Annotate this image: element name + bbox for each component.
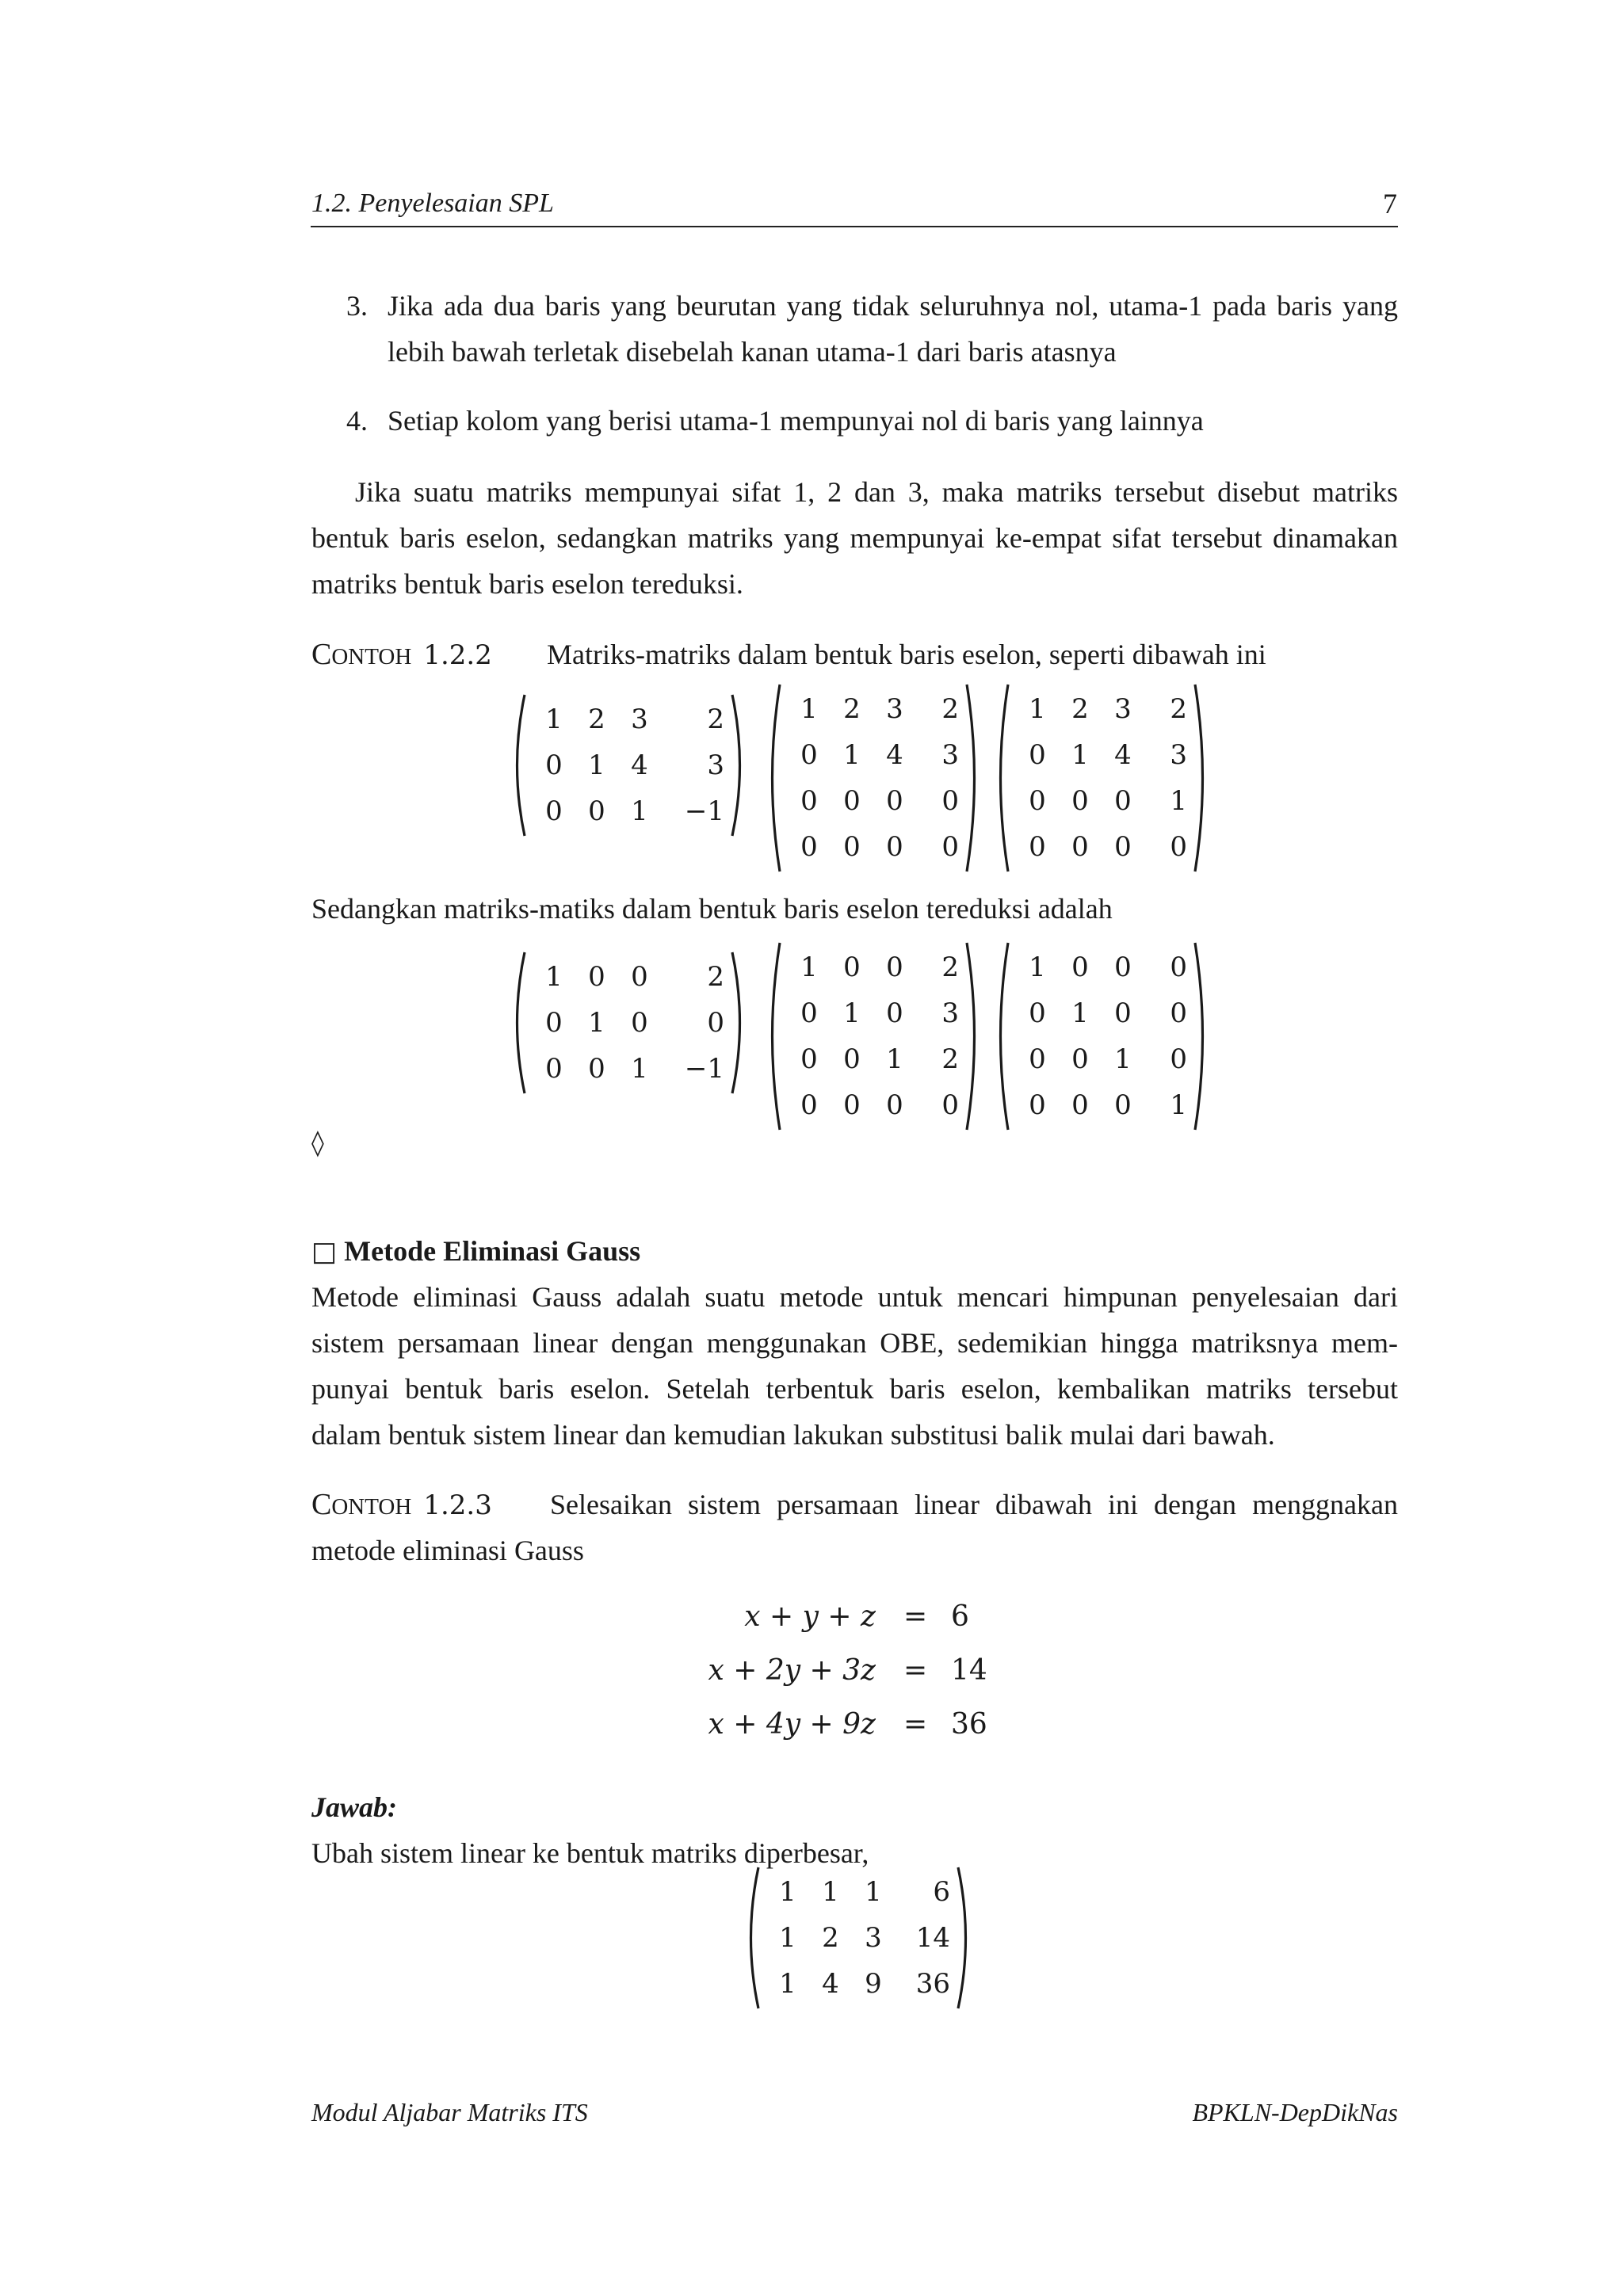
equation-lhs: x + 2y + 3z [708,1654,876,1687]
left-paren [991,941,1011,1131]
list-item-3-line2: lebih bawah terletak disebelah kanan utama-1 dari baris atasnya [388,336,1117,368]
matrix-cell: 4 [822,1968,839,2000]
matrix-cell: 0 [941,785,959,817]
matrix-grid [762,1866,955,2010]
matrix-cell: 36 [915,1968,950,2000]
left-paren [507,693,528,837]
matrix-cell: 0 [588,1053,605,1085]
matrix-cell: 1 [1029,952,1046,983]
matrix-cell: 0 [1114,997,1132,1029]
example-label: CONTOH 1.2.3 [311,1488,492,1521]
example-text: Selesaikan sistem persamaan linear dibawah ini dengan menggnakan [550,1489,1398,1520]
answer-text: Ubah sistem linear ke bentuk matriks diperbesar, [311,1837,869,1869]
matrix-cell: 14 [915,1922,950,1954]
matrix-cell: 0 [941,1089,959,1121]
matrix-cell: 0 [588,961,605,993]
equation-rel: = [903,1654,928,1687]
matrix-cell: 0 [886,785,903,817]
matrix-row-echelon-2 [762,683,984,873]
matrix-cell: 0 [886,831,903,863]
equation-rel: = [903,1708,928,1741]
matrix-row-echelon-1 [507,693,750,837]
matrix-cell: 2 [941,1043,959,1075]
matrix-cell: 0 [886,997,903,1029]
matrix-cell: 3 [941,739,959,771]
matrix-cell: 0 [1029,739,1046,771]
example-text: Matriks-matriks dalam bentuk baris eselon, seperti dibawah ini [547,639,1266,670]
matrix-grid [528,693,729,837]
matrix-cell: 2 [843,693,861,725]
matrix-cell: 1 [545,704,563,735]
matrix-cell: 0 [800,997,818,1029]
left-paren [762,941,783,1131]
matrix-cell: 0 [1071,1043,1089,1075]
matrix-cell: 0 [941,831,959,863]
equation-lhs: x + y + z [744,1600,876,1633]
matrix-cell: 1 [588,1007,605,1039]
running-header-section: 1.2. Penyelesaian SPL [311,189,554,218]
matrix-cell: 0 [1071,952,1089,983]
matrix-cell: 0 [1114,952,1132,983]
matrix-cell: 1 [1170,1089,1187,1121]
matrix-cell: 0 [1170,997,1187,1029]
matrix-cell: 3 [865,1922,882,1954]
matrix-grid [1011,683,1192,873]
left-paren [741,1866,762,2010]
list-item-3-line1: Jika ada dua baris yang beurutan yang tidak seluruhnya nol, utama-1 pada baris yang [388,290,1398,322]
matrix-cell: 1 [779,1922,796,1954]
paragraph-line: dalam bentuk sistem linear dan kemudian lakukan substitusi balik mulai dari bawah. [311,1419,1275,1451]
matrix-cell: 1 [886,1043,903,1075]
header-rule [311,226,1398,227]
matrix-cell: 1 [779,1968,796,2000]
matrix-cell: 0 [1071,831,1089,863]
matrix-cell: 0 [1071,785,1089,817]
list-item-number: 4. [346,405,368,437]
matrix-cell: 0 [1114,785,1132,817]
matrix-cell: 9 [865,1968,882,2000]
matrix-cell: 6 [933,1876,950,1908]
equation-rhs: 14 [951,1654,987,1687]
right-paren [1192,941,1212,1131]
matrix-cell: 0 [545,1053,563,1085]
matrix-grid [528,951,729,1095]
matrix-cell: 0 [800,1089,818,1121]
example-label: CONTOH 1.2.2 [311,638,492,671]
right-paren [1192,683,1212,873]
equation-rel: = [903,1600,928,1633]
matrix-cell: 0 [631,961,648,993]
matrix-cell: 0 [1114,831,1132,863]
list-item-4-line1: Setiap kolom yang berisi utama-1 mempunyai nol di baris yang lainnya [388,405,1204,437]
left-paren [507,951,528,1095]
augmented-matrix [741,1866,976,2010]
matrix-cell: 0 [886,1089,903,1121]
matrix-cell: 0 [800,1043,818,1075]
matrix-cell: 0 [843,785,861,817]
matrix-cell: 2 [1170,693,1187,725]
matrix-cell: 1 [588,749,605,781]
matrix-cell: 0 [1029,1089,1046,1121]
matrix-cell: 0 [545,1007,563,1039]
answer-label: Jawab: [311,1791,397,1823]
matrix-cell: 1 [1114,1043,1132,1075]
matrix-reduced-3 [991,941,1212,1131]
matrix-grid [783,683,964,873]
matrix-cell: 0 [545,795,563,827]
matrix-cell: 0 [843,1043,861,1075]
footer-right: BPKLN-DepDikNas [1192,2098,1398,2126]
matrix-cell: 0 [1029,997,1046,1029]
matrix-cell: 0 [800,739,818,771]
right-paren [964,683,984,873]
matrix-cell: 0 [1029,831,1046,863]
matrix-cell: 0 [1170,831,1187,863]
section-title: Metode Eliminasi Gauss [344,1235,641,1267]
paragraph-line: Metode eliminasi Gauss adalah suatu metode untuk mencari himpunan penyelesaian dari [311,1281,1398,1313]
right-paren [964,941,984,1131]
matrix-cell: 1 [545,961,563,993]
right-paren [955,1866,976,2010]
matrix-cell: 1 [800,952,818,983]
matrix-cell: 1 [631,795,648,827]
matrix-cell: 1 [1071,997,1089,1029]
matrix-cell: 0 [843,952,861,983]
equation-rhs: 6 [951,1600,969,1633]
matrix-cell: 1 [865,1876,882,1908]
matrix-cell: 3 [631,704,648,735]
matrix-cell: 1 [631,1053,648,1085]
matrix-cell: 0 [886,952,903,983]
matrix-cell: 0 [1170,952,1187,983]
paragraph-line: matriks bentuk baris eselon tereduksi. [311,568,743,600]
matrix-cell: 3 [707,749,724,781]
paragraph-line: punyai bentuk baris eselon. Setelah terbentuk baris eselon, kembalikan matriks tersebut [311,1373,1398,1405]
example-end-symbol: ◊ [311,1127,324,1158]
matrix-cell: 0 [707,1007,724,1039]
matrix-cell: 0 [843,1089,861,1121]
matrix-cell: 3 [886,693,903,725]
left-paren [991,683,1011,873]
matrix-cell: 2 [941,952,959,983]
matrix-cell: 0 [1170,1043,1187,1075]
left-paren [762,683,783,873]
matrix-cell: 0 [1029,785,1046,817]
matrix-cell: 4 [886,739,903,771]
matrix-cell: −1 [684,1053,724,1085]
list-item-number: 3. [346,290,368,322]
matrix-cell: 0 [588,795,605,827]
matrix-cell: 1 [779,1876,796,1908]
matrix-cell: 1 [1071,739,1089,771]
checkbox-icon: □ [311,1236,338,1268]
paragraph-line: Jika suatu matriks mempunyai sifat 1, 2 dan 3, maka matriks tersebut disebut matriks [355,476,1398,508]
matrix-cell: 2 [1071,693,1089,725]
equation-lhs: x + 4y + 9z [708,1708,876,1741]
matrix-reduced-1 [507,951,750,1095]
matrix-cell: 0 [800,831,818,863]
matrix-cell: 3 [1114,693,1132,725]
example-text: metode eliminasi Gauss [311,1535,584,1566]
matrix-cell: 4 [631,749,648,781]
matrix-cell: 1 [1029,693,1046,725]
equation-rhs: 36 [951,1708,987,1741]
matrix-cell: 4 [1114,739,1132,771]
section-heading [311,1228,640,1275]
matrix-cell: 1 [800,693,818,725]
matrix-cell: 1 [822,1876,839,1908]
matrix-cell: 1 [843,739,861,771]
matrix-cell: 0 [1071,1089,1089,1121]
matrix-cell: 2 [941,693,959,725]
matrix-cell: 0 [843,831,861,863]
matrix-cell: 3 [1170,739,1187,771]
footer-left: Modul Aljabar Matriks ITS [311,2098,588,2126]
matrix-cell: 0 [545,749,563,781]
matrix-cell: 1 [1170,785,1187,817]
matrix-cell: 0 [800,785,818,817]
right-paren [729,951,750,1095]
matrix-cell: 2 [822,1922,839,1954]
matrix-reduced-2 [762,941,984,1131]
matrix-grid [1011,941,1192,1131]
matrix-cell: 0 [631,1007,648,1039]
right-paren [729,693,750,837]
matrix-cell: 0 [1029,1043,1046,1075]
matrix-cell: 0 [1114,1089,1132,1121]
matrix-cell: 2 [707,961,724,993]
matrix-cell: −1 [684,795,724,827]
matrix-row-echelon-3 [991,683,1212,873]
matrix-grid [783,941,964,1131]
matrix-cell: 2 [707,704,724,735]
page-number: 7 [1383,188,1397,219]
matrix-cell: 2 [588,704,605,735]
paragraph-line: sistem persamaan linear dengan menggunakan OBE, sedemikian hingga matriksnya mem- [311,1327,1398,1359]
paragraph-line: bentuk baris eselon, sedangkan matriks yang mempunyai ke-empat sifat tersebut dinamakan [311,522,1398,554]
matrix-cell: 1 [843,997,861,1029]
matrix-cell: 3 [941,997,959,1029]
reduced-intro: Sedangkan matriks-matiks dalam bentuk baris eselon tereduksi adalah [311,893,1113,925]
